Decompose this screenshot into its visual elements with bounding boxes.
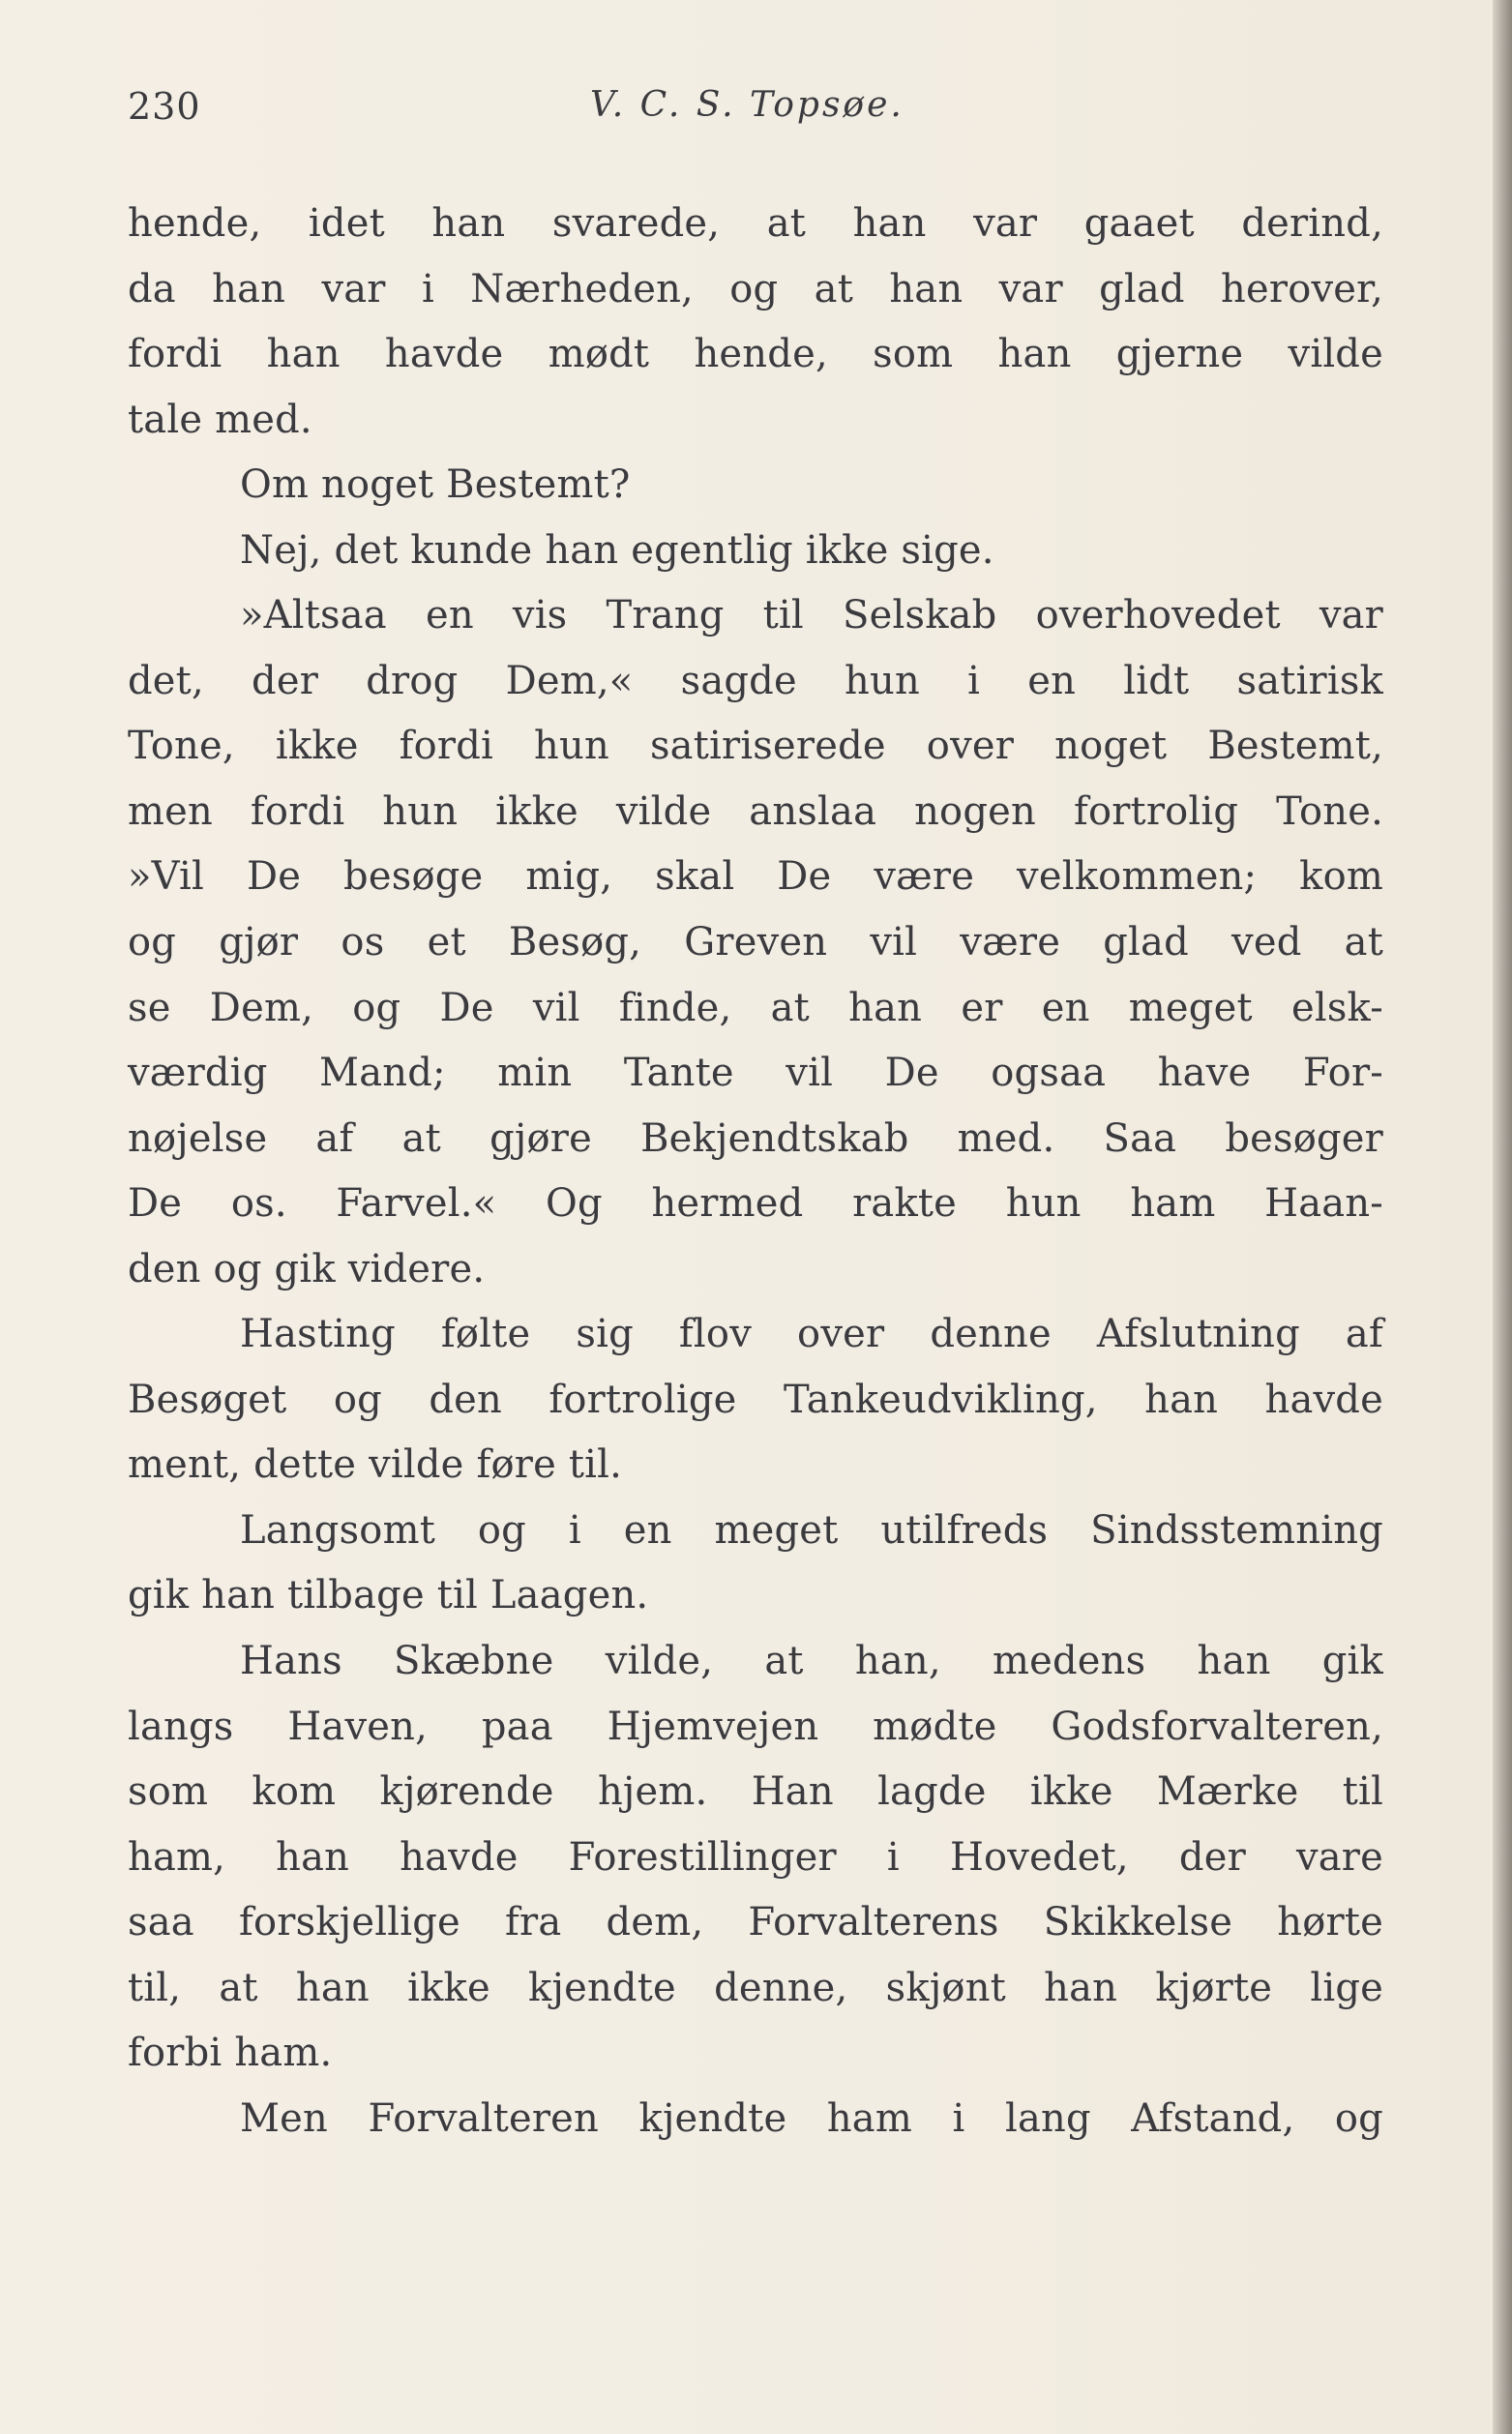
text-line: det, der drog Dem,« sagde hun i en lidt satirisk	[128, 658, 1383, 703]
text-line: som kom kjørende hjem. Han lagde ikke Mærke til	[128, 1769, 1383, 1815]
text-line: og gjør os et Besøg, Greven vil være glad ved at	[128, 920, 1383, 965]
text-line: Men Forvalteren kjendte ham i lang Afstand, og	[240, 2095, 1383, 2141]
text-line: Om noget Bestemt?	[240, 462, 631, 508]
text-line: Besøget og den fortrolige Tankeudvikling, han havde	[128, 1377, 1383, 1422]
text-line: »Altsaa en vis Trang til Selskab overhovedet var	[240, 593, 1383, 638]
text-line: Tone, ikke fordi hun satiriserede over noget Bestemt,	[128, 724, 1383, 769]
text-line: De os. Farvel.« Og hermed rakte hun ham Haan-	[128, 1181, 1383, 1227]
page-edge	[1493, 0, 1512, 2434]
text-line: ment, dette vilde føre til.	[128, 1442, 623, 1488]
text-line: ham, han havde Forestillinger i Hovedet, der vare	[128, 1834, 1383, 1880]
text-line: Hasting følte sig flov over denne Afslutning af	[240, 1312, 1383, 1357]
text-line: tale med.	[128, 397, 312, 442]
text-line: værdig Mand; min Tante vil De ogsaa have For-	[128, 1051, 1383, 1096]
text-line: »Vil De besøge mig, skal De være velkommen; kom	[128, 854, 1383, 900]
text-line: gik han tilbage til Laagen.	[128, 1573, 649, 1618]
text-line: se Dem, og De vil finde, at han er en meget elsk-	[128, 985, 1383, 1030]
text-line: den og gik videre.	[128, 1246, 486, 1291]
text-line: da han var i Nærheden, og at han var glad herover,	[128, 266, 1383, 312]
text-line: Nej, det kunde han egentlig ikke sige.	[240, 527, 994, 573]
page-number: 230	[128, 85, 201, 128]
text-line: fordi han havde mødt hende, som han gjerne vilde	[128, 332, 1383, 377]
text-line: til, at han ikke kjendte denne, skjønt han kjørte lige	[128, 1965, 1383, 2010]
text-line: hende, idet han svarede, at han var gaaet derind,	[128, 201, 1383, 246]
text-line: langs Haven, paa Hjemvejen mødte Godsforvalteren,	[128, 1704, 1383, 1749]
running-title: V. C. S. Topsøe.	[590, 85, 904, 125]
text-line: saa forskjellige fra dem, Forvalterens Skikkelse hørte	[128, 1900, 1383, 1945]
body-text	[128, 192, 1383, 2152]
text-line: men fordi hun ikke vilde anslaa nogen fortrolig Tone.	[128, 788, 1383, 834]
running-head	[128, 85, 1385, 143]
text-line: Langsomt og i en meget utilfreds Sindsstemning	[240, 1507, 1383, 1553]
text-line: Hans Skæbne vilde, at han, medens han gik	[240, 1639, 1383, 1684]
text-line: nøjelse af at gjøre Bekjendtskab med. Saa besøger	[128, 1115, 1383, 1161]
text-line: forbi ham.	[128, 2031, 333, 2076]
